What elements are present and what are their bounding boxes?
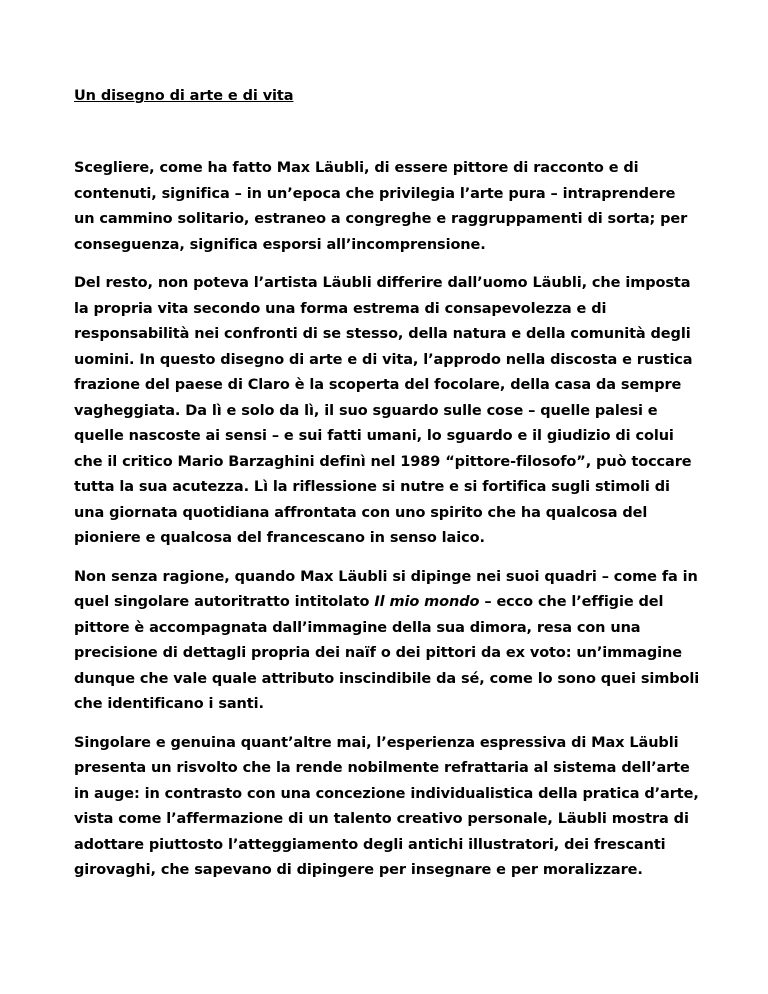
- paragraph-3: [74, 565, 700, 718]
- paragraph-3-text-before: Non senza ragione, quando Max Läubli si dipinge nei suoi quadri – come fa in quel singolare autoritratto intitolato: [74, 568, 698, 610]
- paragraph-4: Singolare e genuina quant’altre mai, l’esperienza espressiva di Max Läubli presenta un risvolto che la rende nobilmente refrattaria al sistema dell’arte in auge: in contrasto con una concezione individualistica della pratica d’arte, vista come l’affermazione di un talento creativo personale, Läubli mostra di adottare piuttosto l’atteggiamento degli antichi illustratori, dei frescanti girovaghi, che sapevano di dipingere per insegnare e per moralizzare.: [74, 734, 699, 878]
- paragraph-1: Scegliere, come ha fatto Max Läubli, di essere pittore di racconto e di contenuti, significa – in un’epoca che privilegia l’arte pura – intraprendere un cammino solitario, estraneo a congreghe e raggruppamenti di sorta; per conseguenza, significa esporsi all’incomprensione.: [74, 160, 688, 253]
- document-page: [74, 82, 700, 897]
- document-title: Un disegno di arte e di vita: [74, 88, 294, 104]
- artwork-title: Il mio mondo: [374, 594, 480, 610]
- paragraph-2: Del resto, non poteva l’artista Läubli differire dall’uomo Läubli, che imposta la propria vita secondo una forma estrema di consapevolezza e di responsabilità nei confronti di se stesso, della natura e della comunità degli uomini. In questo disegno di arte e di vita, l’approdo nella discosta e rustica frazione del paese di Claro è la scoperta del focolare, della casa da sempre vagheggiata. Da lì e solo da lì, il suo sguardo sulle cose – quelle palesi e quelle nascoste ai sensi – e sui fatti umani, lo sguardo e il giudizio di colui che il critico Mario Barzaghini definì nel 1989 “pittore-filosofo”, può toccare tutta la sua acutezza. Lì la riflessione si nutre e si fortifica sugli stimoli di una giornata quotidiana affrontata con uno spirito che ha qualcosa del pioniere e qualcosa del francescano in senso laico.: [74, 275, 693, 546]
- paragraph-3-text-after: – ecco che l’effigie del pittore è accompagnata dall’immagine della sua dimora, resa con una precisione di dettagli propria dei naïf o dei pittori da ex voto: un’immagine dunque che vale quale attributo inscindibile da sé, come lo sono quei simboli che identificano i santi.: [74, 594, 700, 712]
